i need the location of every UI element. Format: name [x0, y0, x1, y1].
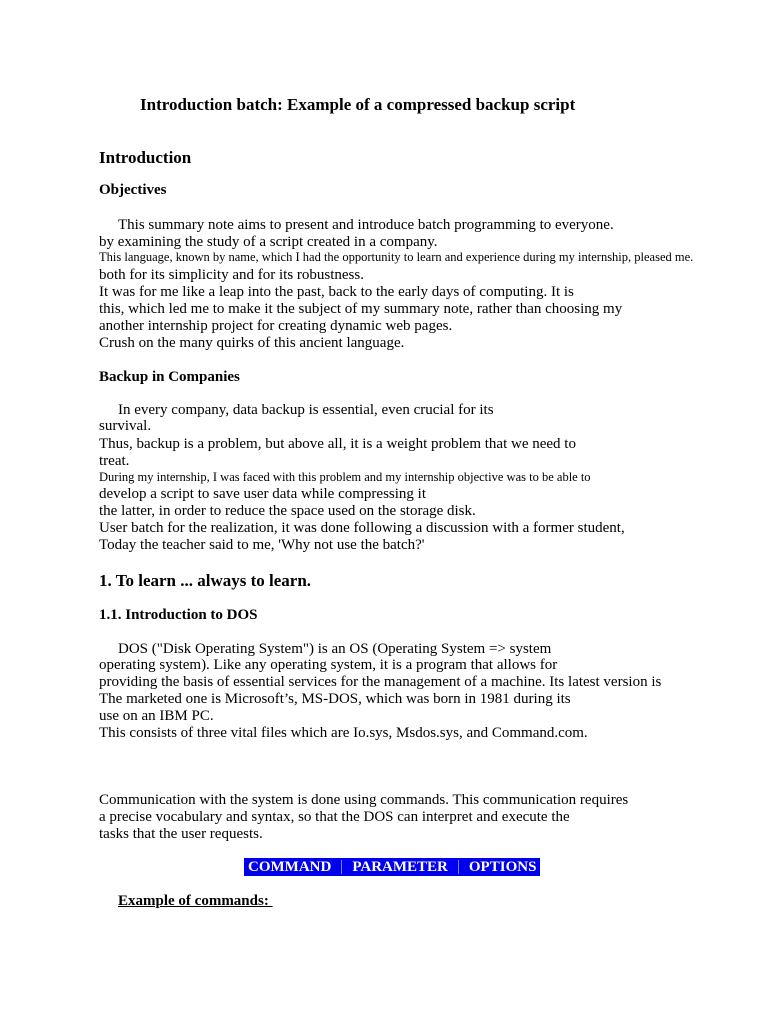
backup-line: In every company, data backup is essential, even crucial for its	[118, 402, 494, 418]
objectives-line: It was for me like a leap into the past, back to the early days of computing. It is	[99, 284, 574, 300]
backup-line: survival.	[99, 418, 152, 434]
objectives-line: another internship project for creating dynamic web pages.	[99, 318, 453, 334]
heading-example-commands: Example of commands:	[118, 893, 273, 909]
dos-line: use on an IBM PC.	[99, 708, 214, 724]
communication-line: a precise vocabulary and syntax, so that the DOS can interpret and execute the	[99, 809, 570, 825]
backup-line: develop a script to save user data while compressing it	[99, 486, 426, 502]
backup-line: Thus, backup is a problem, but above all, it is a weight problem that we need to	[99, 436, 576, 452]
dos-line: operating system). Like any operating system, it is a program that allows for	[99, 657, 558, 673]
dos-line: DOS ("Disk Operating System") is an OS (Operating System => system	[118, 641, 552, 657]
communication-line: Communication with the system is done using commands. This communication requires	[99, 792, 629, 808]
heading-section-1: 1. To learn ... always to learn.	[99, 571, 312, 590]
dos-line: providing the basis of essential services for the management of a machine. Its latest version is	[99, 674, 662, 690]
objectives-line: both for its simplicity and for its robustness.	[99, 267, 364, 283]
heading-objectives: Objectives	[99, 182, 167, 198]
heading-introduction: Introduction	[99, 148, 192, 167]
backup-line: During my internship, I was faced with this problem and my internship objective was to be able to	[99, 470, 591, 484]
backup-line: User batch for the realization, it was done following a discussion with a former student,	[99, 520, 625, 536]
backup-line: the latter, in order to reduce the space used on the storage disk.	[99, 503, 476, 519]
dos-line: This consists of three vital files which are Io.sys, Msdos.sys, and Command.com.	[99, 725, 588, 741]
backup-line: Today the teacher said to me, 'Why not use the batch?'	[99, 537, 425, 553]
document-title: Introduction batch: Example of a compressed backup script	[140, 95, 576, 114]
options-label: OPTIONS	[468, 859, 537, 875]
backup-line: treat.	[99, 453, 130, 469]
divider	[341, 860, 342, 874]
heading-backup: Backup in Companies	[99, 369, 240, 385]
dos-line: The marketed one is Microsoft’s, MS-DOS, which was born in 1981 during its	[99, 691, 571, 707]
objectives-line: This summary note aims to present and introduce batch programming to everyone.	[118, 217, 614, 233]
objectives-line: Crush on the many quirks of this ancient language.	[99, 335, 405, 351]
divider	[458, 860, 459, 874]
objectives-line: This language, known by name, which I had the opportunity to learn and experience during my internship, pleased me.	[99, 250, 694, 264]
command-syntax-bar	[244, 858, 540, 876]
objectives-line: by examining the study of a script created in a company.	[99, 234, 438, 250]
communication-line: tasks that the user requests.	[99, 826, 263, 842]
command-label: COMMAND	[248, 859, 332, 875]
parameter-label: PARAMETER	[352, 859, 448, 875]
heading-section-1-1: 1.1. Introduction to DOS	[99, 607, 258, 623]
objectives-line: this, which led me to make it the subject of my summary note, rather than choosing my	[99, 301, 623, 317]
